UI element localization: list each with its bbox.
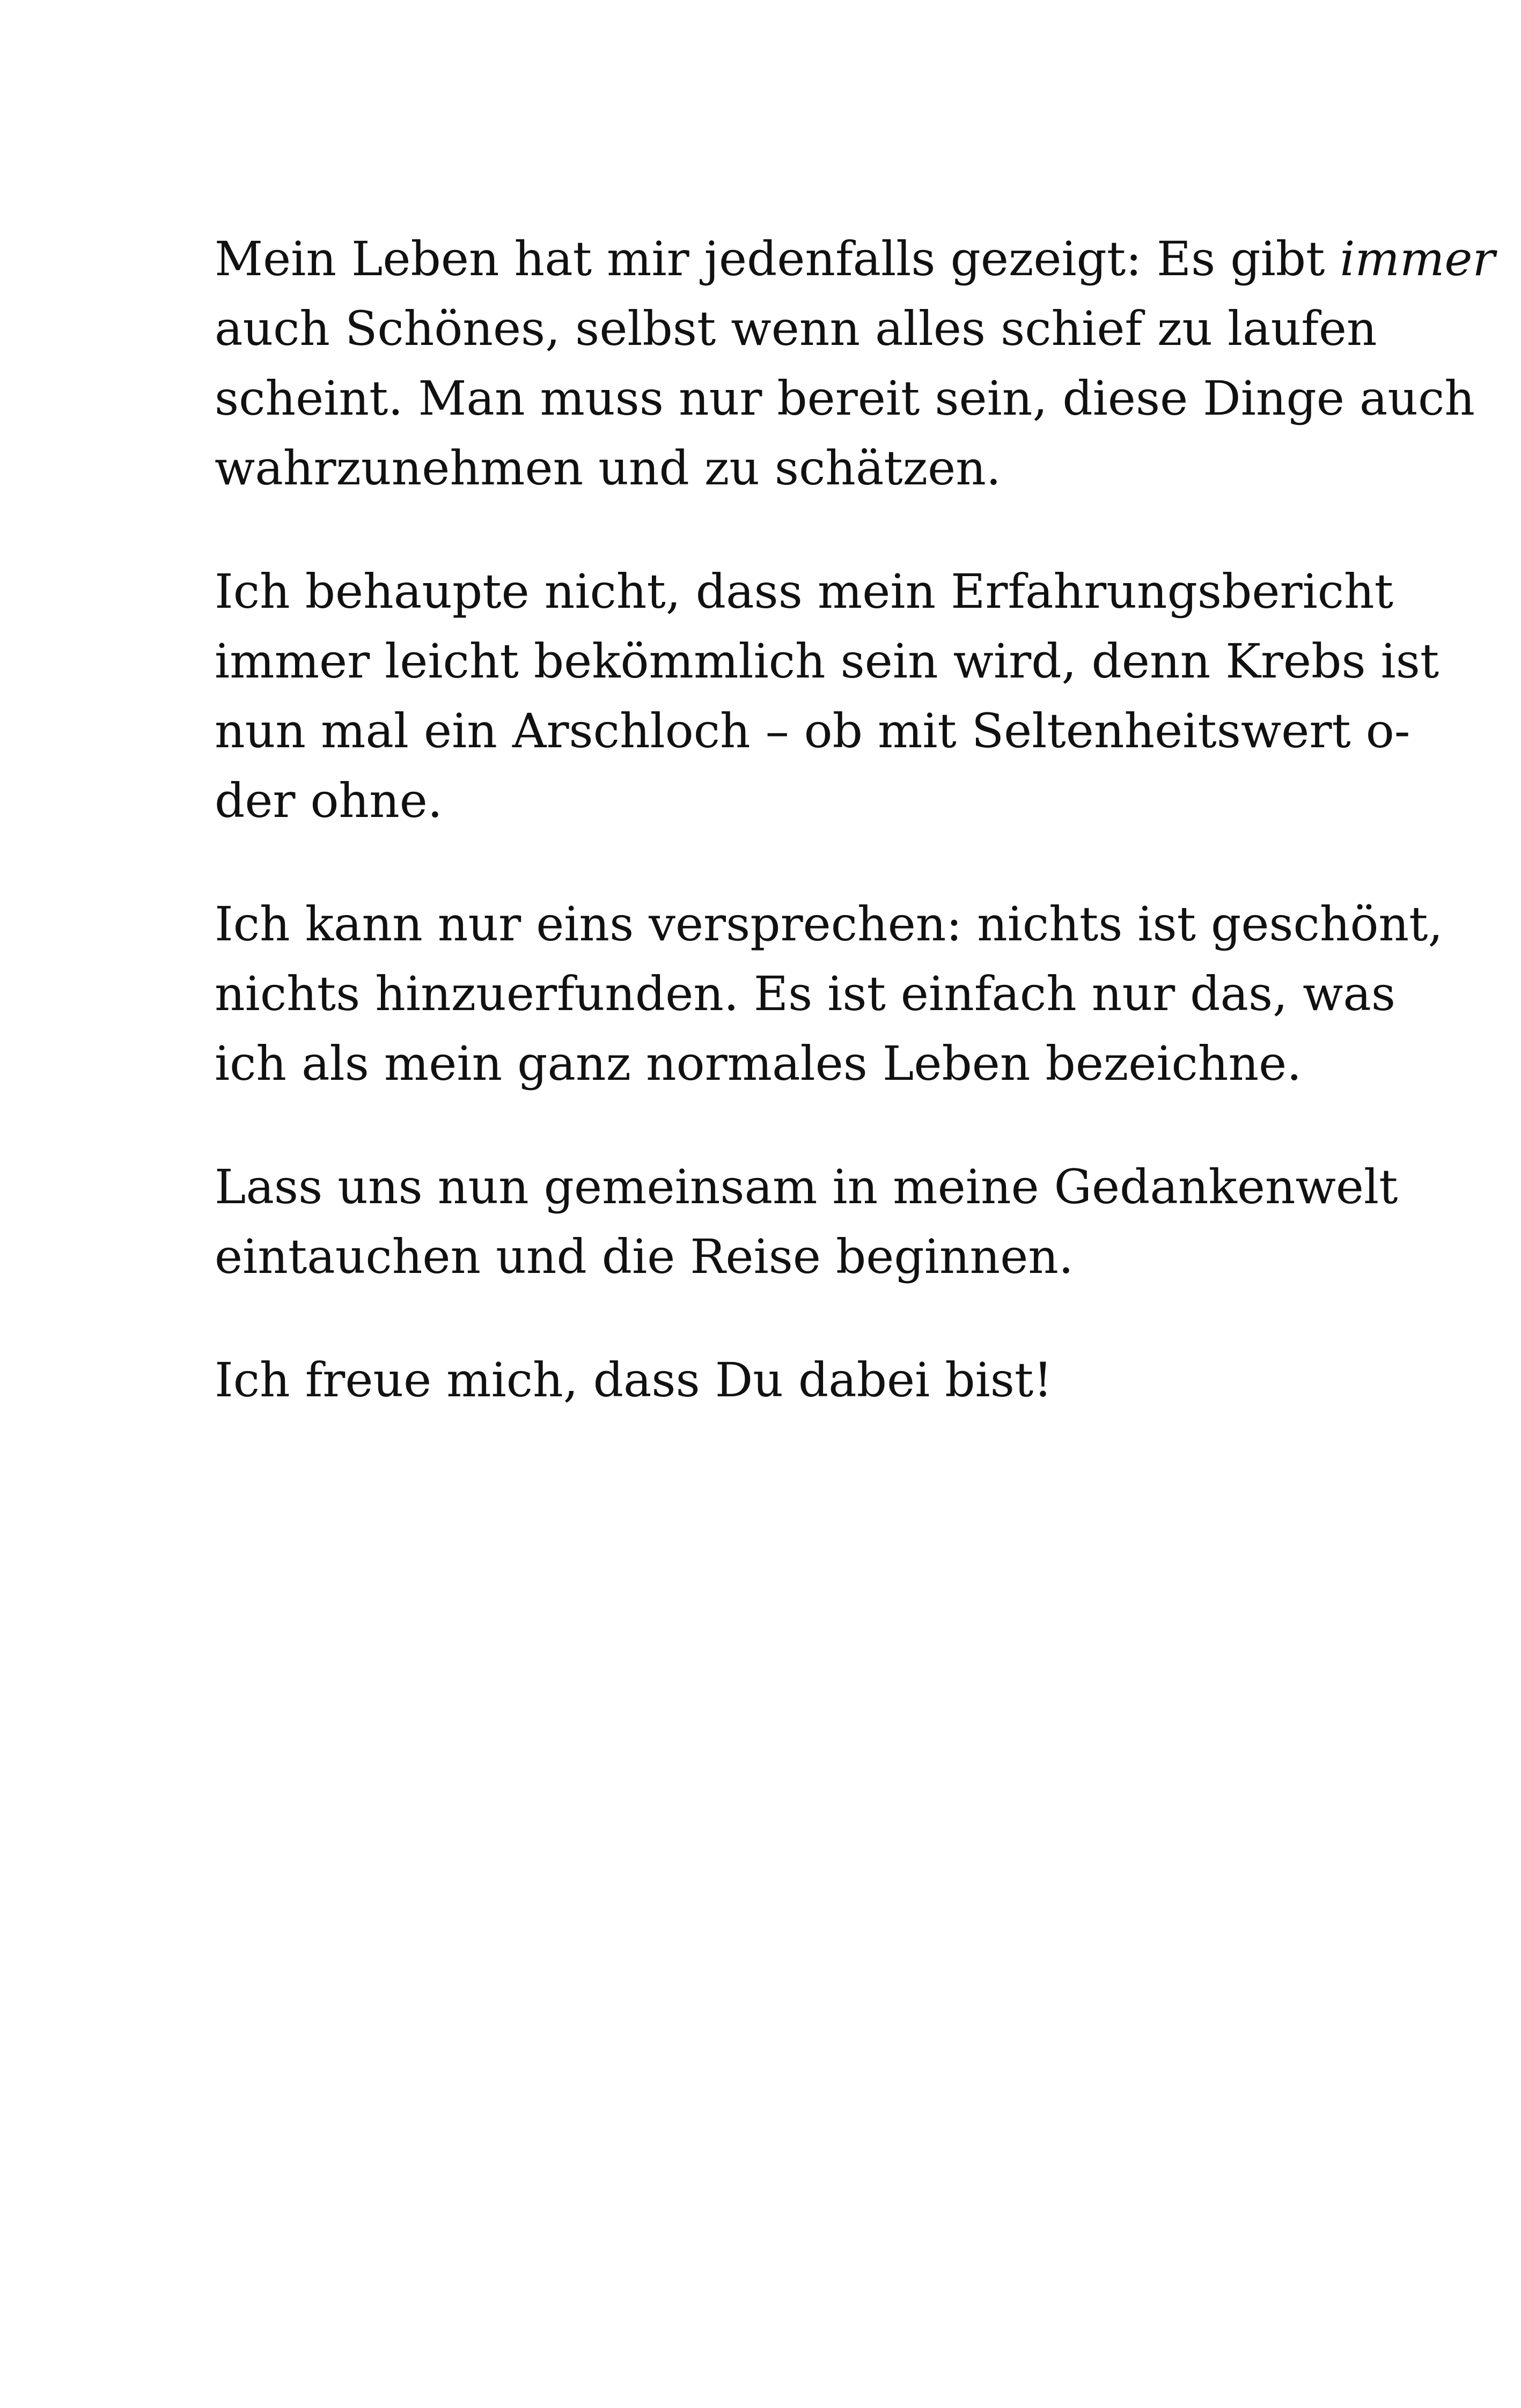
text-segment: Ich behaupte nicht, dass mein Erfahrungsbericht <box>215 564 1394 619</box>
text-segment: Ich kann nur eins versprechen: nichts ist geschönt, <box>215 896 1443 952</box>
text-line <box>215 1345 1317 1415</box>
text-line <box>215 696 1410 766</box>
text-line <box>215 224 1495 294</box>
text-segment: immer leicht bekömmlich sein wird, denn Krebs ist <box>215 634 1439 689</box>
text-segment: Ich freue mich, dass Du dabei bist! <box>215 1352 1053 1408</box>
emphasis-text: immer <box>1340 231 1495 286</box>
text-line <box>215 766 1317 836</box>
text-line <box>215 627 1439 696</box>
text-segment: eintauchen und die Reise beginnen. <box>215 1229 1074 1284</box>
text-segment: auch Schönes, selbst wenn alles schief zu laufen <box>215 301 1377 356</box>
text-segment: nichts hinzuerfunden. Es ist einfach nur das, was <box>215 966 1396 1021</box>
text-segment: nun mal ein Arschloch – ob mit Seltenheitswert o- <box>215 703 1410 759</box>
text-segment: Mein Leben hat mir jedenfalls gezeigt: Es gibt <box>215 231 1340 286</box>
paragraph-2 <box>215 557 1439 836</box>
text-segment: scheint. Man muss nur bereit sein, diese Dinge auch <box>215 371 1475 426</box>
text-line <box>215 1029 1317 1099</box>
text-line <box>215 557 1394 627</box>
paragraph-3 <box>215 889 1443 1099</box>
text-line <box>215 433 1317 503</box>
text-line <box>215 364 1475 433</box>
text-segment: wahrzunehmen und zu schätzen. <box>215 440 1001 496</box>
text-segment: Lass uns nun gemeinsam in meine Gedankenwelt <box>215 1159 1398 1214</box>
body-text <box>215 224 1495 1469</box>
text-line <box>215 1152 1398 1222</box>
text-line <box>215 1222 1317 1292</box>
text-segment: der ohne. <box>215 773 443 828</box>
text-line <box>215 959 1396 1029</box>
paragraph-1 <box>215 224 1495 503</box>
text-line <box>215 889 1443 959</box>
paragraph-5 <box>215 1345 1317 1415</box>
text-segment: ich als mein ganz normales Leben bezeichne. <box>215 1036 1302 1091</box>
text-line <box>215 294 1377 364</box>
paragraph-4 <box>215 1152 1398 1292</box>
